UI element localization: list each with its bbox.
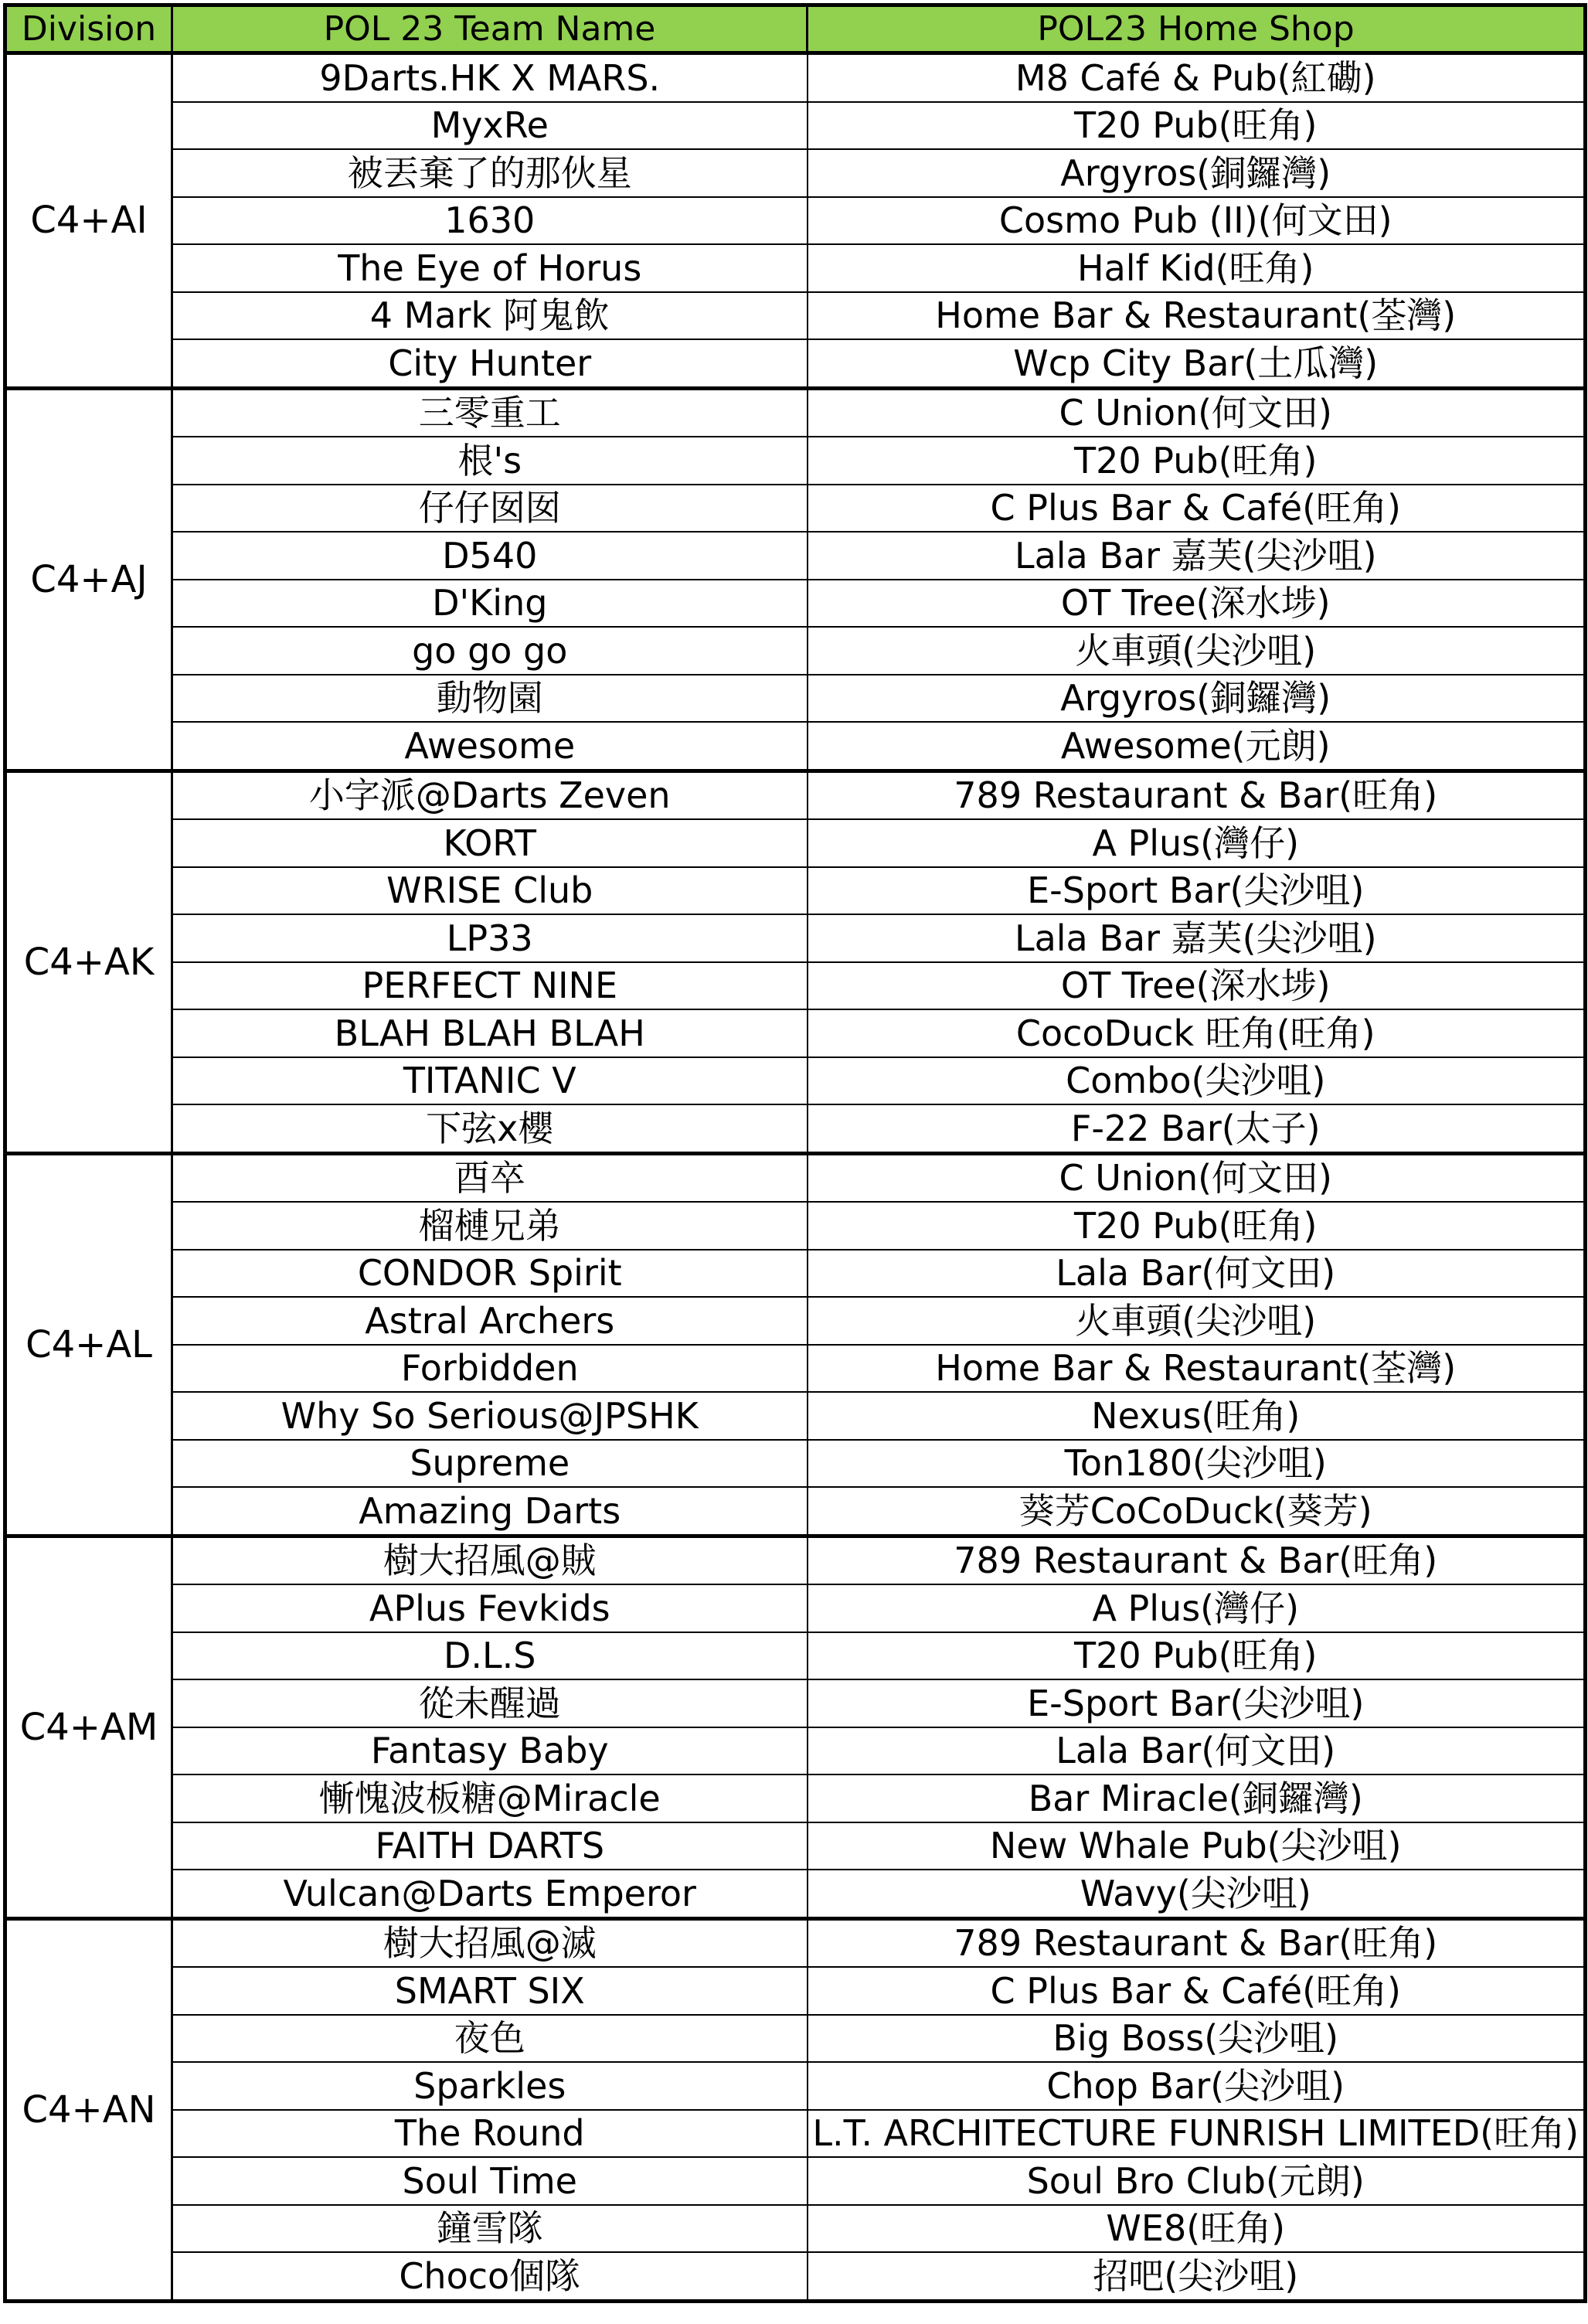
home-shop-cell: 火車頭(尖沙咀) bbox=[808, 1297, 1586, 1345]
team-name-cell: 根's bbox=[172, 437, 808, 485]
team-name-cell: LP33 bbox=[172, 914, 808, 962]
team-name-cell: 被丟棄了的那伙星 bbox=[172, 149, 808, 197]
table-row bbox=[5, 2062, 1586, 2110]
table-row bbox=[5, 1536, 1586, 1584]
table-row bbox=[5, 53, 1586, 102]
home-shop-cell: OT Tree(深水埗) bbox=[808, 962, 1586, 1010]
team-name-cell: 三零重工 bbox=[172, 388, 808, 437]
team-name-cell: PERFECT NINE bbox=[172, 962, 808, 1010]
team-name-cell: 樹大招風@滅 bbox=[172, 1918, 808, 1967]
team-name-cell: BLAH BLAH BLAH bbox=[172, 1009, 808, 1057]
home-shop-cell: C Plus Bar & Café(旺角) bbox=[808, 485, 1586, 533]
home-shop-cell: E-Sport Bar(尖沙咀) bbox=[808, 867, 1586, 915]
home-shop-cell: 789 Restaurant & Bar(旺角) bbox=[808, 771, 1586, 819]
table-row bbox=[5, 1057, 1586, 1105]
team-name-cell: Supreme bbox=[172, 1440, 808, 1488]
table-row bbox=[5, 1584, 1586, 1632]
table-row bbox=[5, 1632, 1586, 1680]
home-shop-cell: Awesome(元朗) bbox=[808, 722, 1586, 771]
table-row bbox=[5, 102, 1586, 150]
home-shop-cell: Bar Miracle(銅鑼灣) bbox=[808, 1774, 1586, 1822]
table-row bbox=[5, 1250, 1586, 1298]
table-row bbox=[5, 1392, 1586, 1440]
home-shop-cell: T20 Pub(旺角) bbox=[808, 437, 1586, 485]
home-shop-cell: Argyros(銅鑼灣) bbox=[808, 149, 1586, 197]
home-shop-cell: OT Tree(深水埗) bbox=[808, 580, 1586, 628]
home-shop-cell: Wcp City Bar(土瓜灣) bbox=[808, 339, 1586, 388]
team-name-cell: 鐘雪隊 bbox=[172, 2205, 808, 2253]
table-row bbox=[5, 485, 1586, 533]
home-shop-cell: 789 Restaurant & Bar(旺角) bbox=[808, 1536, 1586, 1584]
home-shop-cell: Nexus(旺角) bbox=[808, 1392, 1586, 1440]
home-shop-cell: Big Boss(尖沙咀) bbox=[808, 2015, 1586, 2063]
home-shop-cell: C Plus Bar & Café(旺角) bbox=[808, 1967, 1586, 2015]
team-name-cell: D.L.S bbox=[172, 1632, 808, 1680]
home-shop-cell: Half Kid(旺角) bbox=[808, 244, 1586, 292]
team-name-cell: Awesome bbox=[172, 722, 808, 771]
team-name-cell: 動物園 bbox=[172, 675, 808, 723]
team-name-cell: 夜色 bbox=[172, 2015, 808, 2063]
table-row bbox=[5, 1202, 1586, 1250]
team-name-cell: Amazing Darts bbox=[172, 1487, 808, 1536]
team-name-cell: The Eye of Horus bbox=[172, 244, 808, 292]
home-shop-cell: Lala Bar 嘉芙(尖沙咀) bbox=[808, 914, 1586, 962]
table-row bbox=[5, 2110, 1586, 2158]
team-name-cell: APlus Fevkids bbox=[172, 1584, 808, 1632]
division-cell: C4+AI bbox=[5, 53, 172, 389]
division-cell: C4+AK bbox=[5, 771, 172, 1153]
team-name-cell: CONDOR Spirit bbox=[172, 1250, 808, 1298]
team-name-cell: The Round bbox=[172, 2110, 808, 2158]
division-cell: C4+AJ bbox=[5, 388, 172, 771]
home-shop-cell: 789 Restaurant & Bar(旺角) bbox=[808, 1918, 1586, 1967]
table-row bbox=[5, 867, 1586, 915]
table-row bbox=[5, 388, 1586, 437]
team-name-cell: MyxRe bbox=[172, 102, 808, 150]
team-name-cell: D540 bbox=[172, 532, 808, 580]
team-name-cell: 9Darts.HK X MARS. bbox=[172, 53, 808, 102]
header-division: Division bbox=[5, 5, 172, 53]
home-shop-cell: Lala Bar 嘉芙(尖沙咀) bbox=[808, 532, 1586, 580]
table-row bbox=[5, 1009, 1586, 1057]
table-row bbox=[5, 197, 1586, 245]
home-shop-cell: Lala Bar(何文田) bbox=[808, 1250, 1586, 1298]
home-shop-cell: C Union(何文田) bbox=[808, 1153, 1586, 1202]
team-name-cell: 下弦x櫻 bbox=[172, 1104, 808, 1153]
team-name-cell: 樹大招風@賊 bbox=[172, 1536, 808, 1584]
table-row bbox=[5, 1774, 1586, 1822]
team-name-cell: SMART SIX bbox=[172, 1967, 808, 2015]
team-name-cell: Forbidden bbox=[172, 1345, 808, 1393]
team-name-cell: Why So Serious@JPSHK bbox=[172, 1392, 808, 1440]
table-row bbox=[5, 627, 1586, 675]
team-name-cell: 小字派@Darts Zeven bbox=[172, 771, 808, 819]
table-row bbox=[5, 2252, 1586, 2301]
header-row bbox=[5, 5, 1586, 53]
home-shop-cell: Ton180(尖沙咀) bbox=[808, 1440, 1586, 1488]
division-table bbox=[3, 3, 1587, 2303]
team-name-cell: Fantasy Baby bbox=[172, 1727, 808, 1775]
table-row bbox=[5, 1104, 1586, 1153]
home-shop-cell: Argyros(銅鑼灣) bbox=[808, 675, 1586, 723]
home-shop-cell: E-Sport Bar(尖沙咀) bbox=[808, 1679, 1586, 1727]
table-row bbox=[5, 914, 1586, 962]
home-shop-cell: Soul Bro Club(元朗) bbox=[808, 2157, 1586, 2205]
team-name-cell: WRISE Club bbox=[172, 867, 808, 915]
team-name-cell: 仔仔囡囡 bbox=[172, 485, 808, 533]
division-cell: C4+AM bbox=[5, 1536, 172, 1918]
team-name-cell: KORT bbox=[172, 819, 808, 867]
home-shop-cell: CocoDuck 旺角(旺角) bbox=[808, 1009, 1586, 1057]
home-shop-cell: WE8(旺角) bbox=[808, 2205, 1586, 2253]
table-row bbox=[5, 771, 1586, 819]
home-shop-cell: T20 Pub(旺角) bbox=[808, 1632, 1586, 1680]
home-shop-cell: M8 Café & Pub(紅磡) bbox=[808, 53, 1586, 102]
table-row bbox=[5, 962, 1586, 1010]
table-row bbox=[5, 339, 1586, 388]
home-shop-cell: Wavy(尖沙咀) bbox=[808, 1870, 1586, 1918]
team-name-cell: Sparkles bbox=[172, 2062, 808, 2110]
team-name-cell: Vulcan@Darts Emperor bbox=[172, 1870, 808, 1918]
table-row bbox=[5, 1967, 1586, 2015]
team-name-cell: go go go bbox=[172, 627, 808, 675]
table-row bbox=[5, 149, 1586, 197]
home-shop-cell: Lala Bar(何文田) bbox=[808, 1727, 1586, 1775]
table-row bbox=[5, 1345, 1586, 1393]
home-shop-cell: T20 Pub(旺角) bbox=[808, 102, 1586, 150]
home-shop-cell: C Union(何文田) bbox=[808, 388, 1586, 437]
home-shop-cell: T20 Pub(旺角) bbox=[808, 1202, 1586, 1250]
team-name-cell: 從未醒過 bbox=[172, 1679, 808, 1727]
table-row bbox=[5, 675, 1586, 723]
table-row bbox=[5, 722, 1586, 771]
table-row bbox=[5, 437, 1586, 485]
home-shop-cell: Home Bar & Restaurant(荃灣) bbox=[808, 292, 1586, 340]
team-name-cell: City Hunter bbox=[172, 339, 808, 388]
table-row bbox=[5, 1297, 1586, 1345]
table-row bbox=[5, 2015, 1586, 2063]
home-shop-cell: L.T. ARCHITECTURE FUNRISH LIMITED(旺角) bbox=[808, 2110, 1586, 2158]
home-shop-cell: A Plus(灣仔) bbox=[808, 1584, 1586, 1632]
team-name-cell: FAITH DARTS bbox=[172, 1822, 808, 1870]
table-row bbox=[5, 580, 1586, 628]
table-row bbox=[5, 1918, 1586, 1967]
table-row bbox=[5, 2157, 1586, 2205]
table-row bbox=[5, 244, 1586, 292]
home-shop-cell: Home Bar & Restaurant(荃灣) bbox=[808, 1345, 1586, 1393]
home-shop-cell: 火車頭(尖沙咀) bbox=[808, 627, 1586, 675]
team-name-cell: TITANIC V bbox=[172, 1057, 808, 1105]
team-name-cell: Soul Time bbox=[172, 2157, 808, 2205]
table-row bbox=[5, 1822, 1586, 1870]
table-row bbox=[5, 1679, 1586, 1727]
table-body bbox=[5, 53, 1586, 2302]
team-name-cell: 榴槤兄弟 bbox=[172, 1202, 808, 1250]
home-shop-cell: Combo(尖沙咀) bbox=[808, 1057, 1586, 1105]
header-home-shop: POL23 Home Shop bbox=[808, 5, 1586, 53]
home-shop-cell: F-22 Bar(太子) bbox=[808, 1104, 1586, 1153]
header-team-name: POL 23 Team Name bbox=[172, 5, 808, 53]
home-shop-cell: 葵芳CoCoDuck(葵芳) bbox=[808, 1487, 1586, 1536]
team-name-cell: Astral Archers bbox=[172, 1297, 808, 1345]
team-name-cell: D'King bbox=[172, 580, 808, 628]
home-shop-cell: Chop Bar(尖沙咀) bbox=[808, 2062, 1586, 2110]
home-shop-cell: 招吧(尖沙咀) bbox=[808, 2252, 1586, 2301]
table-row bbox=[5, 1153, 1586, 1202]
team-name-cell: 4 Mark 阿鬼飲 bbox=[172, 292, 808, 340]
table-row bbox=[5, 532, 1586, 580]
table-row bbox=[5, 819, 1586, 867]
team-name-cell: 1630 bbox=[172, 197, 808, 245]
table-row bbox=[5, 1870, 1586, 1918]
division-cell: C4+AL bbox=[5, 1153, 172, 1536]
team-name-cell: Choco個隊 bbox=[172, 2252, 808, 2301]
home-shop-cell: Cosmo Pub (II)(何文田) bbox=[808, 197, 1586, 245]
table-row bbox=[5, 2205, 1586, 2253]
division-cell: C4+AN bbox=[5, 1918, 172, 2301]
home-shop-cell: A Plus(灣仔) bbox=[808, 819, 1586, 867]
team-name-cell: 慚愧波板糖@Miracle bbox=[172, 1774, 808, 1822]
table-row bbox=[5, 1727, 1586, 1775]
table-row bbox=[5, 292, 1586, 340]
home-shop-cell: New Whale Pub(尖沙咀) bbox=[808, 1822, 1586, 1870]
table-row bbox=[5, 1440, 1586, 1488]
table-row bbox=[5, 1487, 1586, 1536]
team-name-cell: 酉卒 bbox=[172, 1153, 808, 1202]
